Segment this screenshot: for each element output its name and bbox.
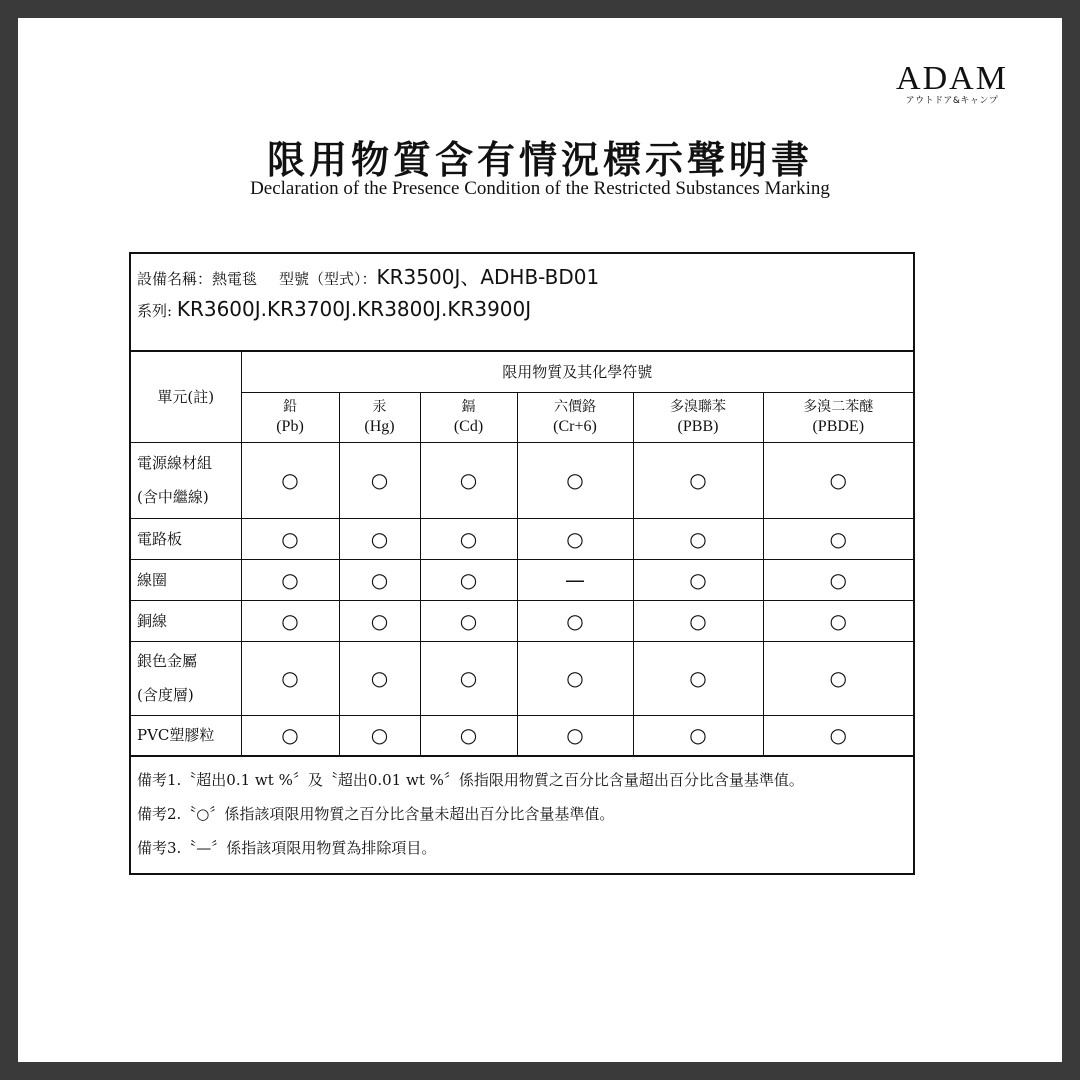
presence-mark: ○ — [459, 666, 478, 690]
unit-cell — [131, 600, 241, 641]
table-row — [131, 442, 913, 518]
declaration-table — [129, 252, 915, 875]
table-row — [131, 559, 913, 600]
value-cell — [339, 442, 420, 518]
value-cell — [420, 715, 517, 755]
substance-name: 多溴聯苯 — [670, 399, 726, 415]
value-cell — [339, 518, 420, 559]
note-1: 備考1.〝超出0.1 wt %〞及〝超出0.01 wt %〞係指限用物質之百分比含量超出百分比含量基準值。 — [137, 770, 804, 789]
value-cell — [241, 600, 339, 641]
substance-header — [420, 392, 517, 442]
presence-mark: ○ — [281, 723, 299, 747]
logo-wordmark: ADAM — [896, 60, 1008, 97]
substance-symbol: (PBDE) — [812, 418, 865, 435]
presence-mark: ○ — [459, 723, 478, 747]
table-row — [131, 518, 913, 559]
substance-name: 多溴二苯醚 — [803, 399, 874, 415]
series-line — [137, 294, 907, 326]
note-3: 備考3.〝—〞係指該項限用物質為排除項目。 — [137, 838, 437, 857]
substance-symbol: (Cd) — [453, 418, 484, 435]
presence-mark: ○ — [281, 666, 299, 690]
presence-mark: ○ — [370, 608, 389, 633]
value-cell — [241, 641, 339, 715]
value-cell — [420, 600, 517, 641]
presence-mark: ○ — [689, 526, 707, 551]
value-cell — [241, 442, 339, 518]
substance-name: 鉛 — [283, 399, 297, 415]
presence-mark: ○ — [689, 723, 707, 747]
presence-mark: ○ — [829, 608, 847, 633]
value-cell — [633, 518, 763, 559]
unit-name: PVC塑膠粒 — [137, 726, 215, 744]
value-cell — [517, 518, 633, 559]
notes-section — [131, 756, 913, 873]
substance-name: 鎘 — [461, 399, 476, 415]
value-cell — [763, 641, 913, 715]
unit-cell — [131, 641, 241, 715]
value-cell — [633, 559, 763, 600]
substances-table — [131, 352, 913, 756]
presence-mark: ○ — [829, 567, 847, 592]
unit-name: 銀色金屬 — [137, 652, 198, 670]
model-label: 型號（型式）： — [279, 270, 377, 288]
series-label: 系列: — [137, 302, 173, 320]
presence-mark: ○ — [459, 567, 478, 592]
device-info — [131, 254, 913, 352]
presence-mark: ○ — [459, 468, 478, 492]
page-title: 限用物質含有情況標示聲明書 — [266, 137, 813, 182]
unit-name: 電源線材組 — [137, 454, 213, 472]
unit-cell — [131, 518, 241, 559]
substances-header: 限用物質及其化學符號 — [241, 352, 913, 392]
presence-mark: ○ — [370, 468, 389, 492]
unit-name: 電路板 — [137, 529, 183, 548]
value-cell — [339, 559, 420, 600]
presence-mark: ○ — [566, 526, 584, 551]
value-cell — [763, 518, 913, 559]
unit-cell — [131, 715, 241, 755]
value-cell — [420, 518, 517, 559]
value-cell — [241, 715, 339, 755]
substance-symbol: (Cr+6) — [553, 418, 597, 435]
substance-symbol: (Pb) — [276, 418, 304, 435]
substance-header — [339, 392, 420, 442]
presence-mark: ○ — [689, 666, 707, 690]
substance-name: 汞 — [372, 399, 387, 415]
presence-mark: ○ — [566, 468, 584, 492]
unit-note: (含度層) — [137, 686, 194, 704]
presence-mark: ○ — [829, 666, 847, 690]
presence-mark: ○ — [566, 723, 584, 747]
value-cell — [517, 715, 633, 755]
page-subtitle: Declaration of the Presence Condition of the Restricted Substances Marking — [250, 178, 830, 199]
value-cell — [339, 641, 420, 715]
brand-logo — [884, 62, 1020, 107]
logo-subtitle: アウトドア&キャンプ — [905, 96, 999, 106]
value-cell — [241, 518, 339, 559]
value-cell — [517, 559, 633, 600]
presence-mark: ○ — [566, 608, 584, 633]
value-cell — [763, 442, 913, 518]
value-cell — [633, 442, 763, 518]
unit-cell — [131, 559, 241, 600]
table-row — [131, 715, 913, 755]
presence-mark: ○ — [370, 723, 389, 747]
table-row — [131, 641, 913, 715]
value-cell — [633, 641, 763, 715]
value-cell — [241, 559, 339, 600]
value-cell — [420, 442, 517, 518]
presence-mark: ○ — [566, 666, 584, 690]
presence-mark: ○ — [281, 468, 299, 492]
presence-mark: ○ — [370, 666, 389, 690]
device-name: 設備名稱：熱電毯 — [137, 270, 258, 288]
value-cell — [339, 715, 420, 755]
value-cell — [763, 600, 913, 641]
substance-symbol: (PBB) — [677, 418, 719, 435]
unit-cell — [131, 442, 241, 518]
value-cell — [420, 641, 517, 715]
substance-header — [763, 392, 913, 442]
value-cell — [763, 715, 913, 755]
unit-name: 銅線 — [137, 611, 168, 630]
presence-mark: ○ — [829, 723, 847, 747]
model-value: KR3500J、ADHB-BD01 — [376, 265, 600, 289]
value-cell — [763, 559, 913, 600]
presence-mark: ○ — [281, 567, 299, 592]
value-cell — [633, 715, 763, 755]
presence-mark: ○ — [689, 608, 707, 633]
note-2: 備考2.〝○〞係指該項限用物質之百分比含量未超出百分比含量基準值。 — [137, 804, 615, 823]
presence-mark: ○ — [689, 468, 707, 492]
value-cell — [517, 641, 633, 715]
presence-mark: ○ — [689, 567, 707, 592]
presence-mark: ○ — [459, 526, 478, 551]
value-cell — [420, 559, 517, 600]
presence-mark: ○ — [370, 526, 389, 551]
presence-mark: ○ — [281, 608, 299, 633]
value-cell — [517, 442, 633, 518]
document-page — [18, 18, 1062, 1062]
presence-mark: ○ — [459, 608, 478, 633]
substance-symbol: (Hg) — [364, 418, 395, 435]
presence-mark: ○ — [370, 567, 389, 592]
value-cell — [517, 600, 633, 641]
presence-mark: ○ — [281, 526, 299, 551]
unit-note: (含中繼線) — [137, 488, 209, 506]
presence-mark: ○ — [829, 526, 847, 551]
value-cell — [339, 600, 420, 641]
presence-mark: — — [565, 567, 585, 592]
table-row — [131, 600, 913, 641]
device-line — [137, 262, 907, 294]
substance-name: 六價鉻 — [554, 399, 596, 415]
unit-name: 線圈 — [137, 570, 168, 589]
presence-mark: ○ — [829, 468, 847, 492]
substance-header — [241, 392, 339, 442]
series-value: KR3600J.KR3700J.KR3800J.KR3900J — [176, 297, 532, 321]
substance-header — [517, 392, 633, 442]
value-cell — [633, 600, 763, 641]
substance-header — [633, 392, 763, 442]
unit-header: 單元(註) — [131, 352, 241, 442]
